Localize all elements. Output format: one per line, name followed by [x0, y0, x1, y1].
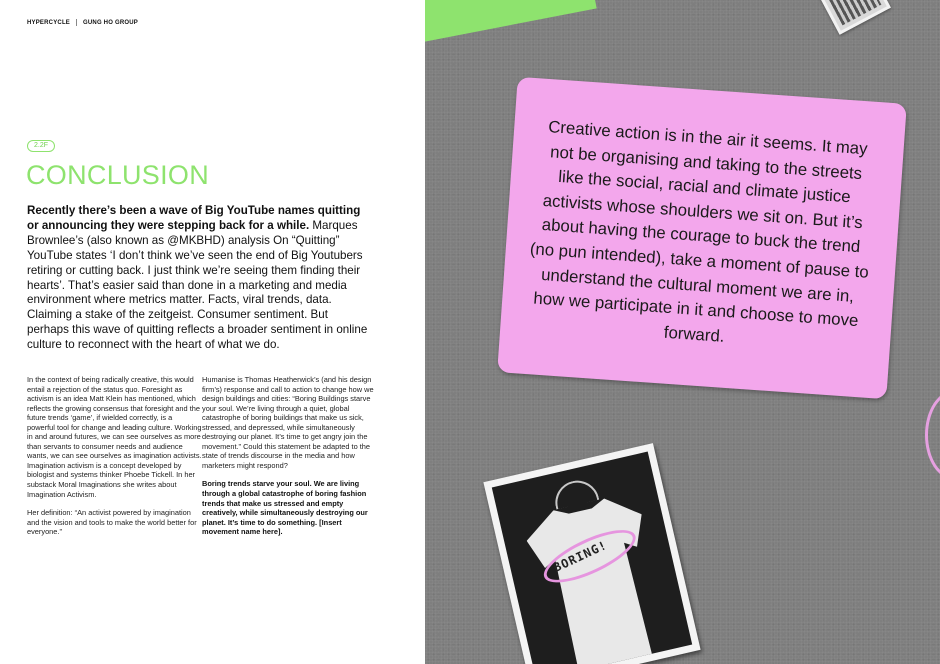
pull-quote: Creative action is in the air it seems. It may not be organising and taking to the streets like the social, racial and climate justice activists whose shoulders we sit on. But it’s about having the courage to buck the trend (no pun intended), take a moment of pause to understand the cultural moment we are in, how we participate in it and choose to move forward. — [529, 117, 870, 346]
section-number-badge: 2.2F — [27, 140, 55, 152]
building-photo-image — [827, 0, 882, 25]
column-left-paragraph-2: Her definition: “An activist powered by imagination and the vision and tools to make the world better for everyone.” — [27, 508, 197, 537]
intro-paragraph — [27, 204, 372, 353]
column-right-paragraph-1: Humanise is Thomas Heatherwick’s (and his design firm’s) response and call to action to change how we design buildings and cities: “Boring Buildings starve your soul. We’re living through a quiet, global catastrophe of boring buildings that make us sick, stressed, and depressed, while simultaneously destroying our planet. It’s time to get angry join the movement.” Could this statement be adapted to the state of trends discourse in the media and how marketers might respond? — [202, 375, 374, 470]
left-page — [0, 0, 425, 664]
page-header — [27, 19, 138, 26]
column-right-paragraph-2 — [202, 479, 377, 536]
intro-body: Marques Brownlee’s (also known as @MKBHD) analysis On “Quitting” YouTube states ‘I don’t think we’ve seen the end of Big Youtubers retiring or cutting back. I just think we’re seeing them finding their hearts’. That’s easier said than done in a marketing and media environment where metrics matter. Facts, viral trends, data. Claiming a stake of the zeitgeist. Consumer sentiment. But perhaps this wave of quitting reflects a broader sentiment in online culture to reconnect with the heart of what we do. — [27, 218, 368, 352]
header-divider — [76, 19, 77, 26]
body-column-right — [202, 375, 377, 546]
section-title: CONCLUSION — [26, 160, 210, 190]
body-column-left — [27, 375, 202, 546]
tshirt-photo-image — [492, 452, 692, 664]
group-label: GUNG HO GROUP — [83, 19, 138, 26]
column-right-bold-statement: Boring trends starve your soul. We are living through a global catastrophe of boring fashion trends that make us stressed and empty creatively, while simultaneously destroying our planet. It’s time to do something. [Insert movement name here]. — [202, 479, 368, 537]
tshirt-print-text: BORING! — [551, 537, 610, 575]
column-left-paragraph-1: In the context of being radically creative, this would entail a rejection of the status quo. Foresight as activism is an idea Matt Klein has mentioned, which reflects the growing consensus that foresight and the future trends ‘game’, if wielded correctly, is a powerful tool for change and leading culture. Working in and around futures, we can see ourselves as more than servants to consumer needs and audience wants, we can see ourselves as imagination activists. Imagination activism is a concept developed by biologist and systems thinker Phoebe Tickell. In her substack Moral Imaginations she writes about Imagination Activism. — [27, 375, 202, 499]
pink-scribble-decoration — [925, 390, 940, 480]
brand-label: HYPERCYCLE — [27, 19, 71, 26]
green-sticky-note — [425, 0, 597, 43]
hanger-icon — [551, 476, 599, 509]
intro-lead: Recently there’s been a wave of Big YouTube names quitting or announcing they were stepping back for a while. — [27, 204, 361, 232]
building-photo — [817, 0, 891, 35]
